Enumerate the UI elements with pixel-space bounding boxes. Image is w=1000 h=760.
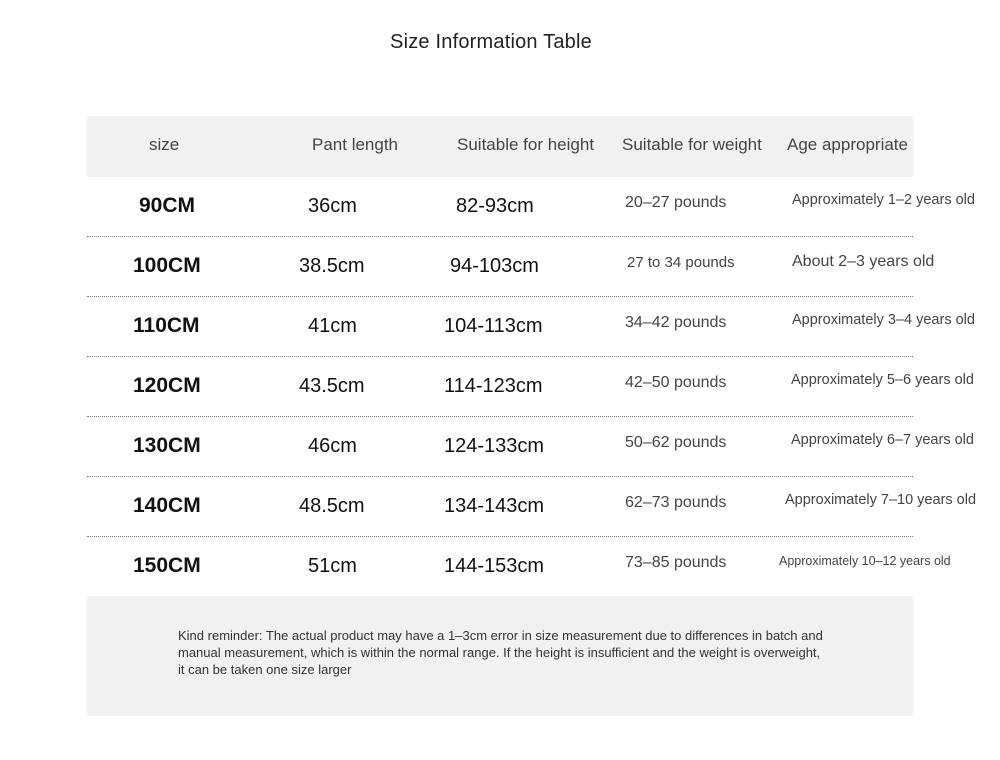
cell-height: 144-153cm bbox=[444, 555, 545, 577]
cell-pant-length: 48.5cm bbox=[299, 495, 365, 517]
reminder-text: Kind reminder: The actual product may have a 1–3cm error in size measurement due to differences in batch and manual measurement, which is within the normal range. If the height is insufficient and the weight is overweight, it can be taken one size larger bbox=[178, 628, 823, 677]
cell-pant-length: 51cm bbox=[308, 555, 357, 577]
cell-pant-length: 43.5cm bbox=[299, 375, 365, 397]
header-size: size bbox=[149, 135, 180, 154]
cell-height: 94-103cm bbox=[450, 255, 539, 277]
cell-size: 110CM bbox=[133, 314, 200, 337]
page-title: Size Information Table bbox=[390, 31, 592, 53]
cell-age: Approximately 5–6 years old bbox=[791, 372, 974, 388]
cell-age: Approximately 3–4 years old bbox=[792, 312, 975, 328]
table-row bbox=[87, 177, 975, 237]
reminder-box bbox=[87, 596, 913, 716]
cell-size: 140CM bbox=[133, 494, 201, 517]
table-row bbox=[87, 357, 974, 417]
cell-pant-length: 38.5cm bbox=[299, 255, 365, 277]
table-row bbox=[87, 417, 974, 477]
cell-pant-length: 41cm bbox=[308, 315, 357, 337]
cell-age: Approximately 6–7 years old bbox=[791, 432, 974, 448]
cell-pant-length: 46cm bbox=[308, 435, 357, 457]
cell-height: 124-133cm bbox=[444, 435, 545, 457]
cell-age: Approximately 10–12 years old bbox=[779, 554, 951, 568]
header-pant-length: Pant length bbox=[312, 135, 399, 154]
cell-weight: 50–62 pounds bbox=[625, 434, 727, 451]
header-height: Suitable for height bbox=[457, 135, 595, 154]
table-header bbox=[87, 116, 913, 177]
header-age: Age appropriate bbox=[787, 135, 908, 154]
table-row bbox=[87, 237, 935, 297]
cell-height: 114-123cm bbox=[444, 375, 543, 397]
cell-size: 90CM bbox=[139, 194, 196, 217]
cell-weight: 42–50 pounds bbox=[625, 374, 727, 391]
cell-size: 150CM bbox=[133, 554, 201, 577]
header-weight: Suitable for weight bbox=[622, 135, 762, 154]
cell-size: 100CM bbox=[133, 254, 201, 277]
cell-height: 134-143cm bbox=[444, 495, 545, 517]
cell-weight: 27 to 34 pounds bbox=[627, 254, 735, 271]
cell-age: About 2–3 years old bbox=[792, 253, 935, 270]
cell-weight: 62–73 pounds bbox=[625, 494, 727, 511]
size-table bbox=[87, 116, 977, 596]
cell-pant-length: 36cm bbox=[308, 195, 357, 217]
cell-size: 120CM bbox=[133, 374, 201, 397]
table-row bbox=[87, 297, 975, 357]
table-row bbox=[87, 537, 951, 596]
cell-size: 130CM bbox=[133, 434, 201, 457]
cell-height: 82-93cm bbox=[456, 195, 534, 217]
cell-age: Approximately 7–10 years old bbox=[785, 492, 977, 508]
cell-height: 104-113cm bbox=[444, 315, 543, 337]
cell-weight: 73–85 pounds bbox=[625, 554, 727, 571]
cell-weight: 20–27 pounds bbox=[625, 194, 727, 211]
table-row bbox=[87, 477, 977, 537]
cell-weight: 34–42 pounds bbox=[625, 314, 727, 331]
cell-age: Approximately 1–2 years old bbox=[792, 192, 975, 208]
